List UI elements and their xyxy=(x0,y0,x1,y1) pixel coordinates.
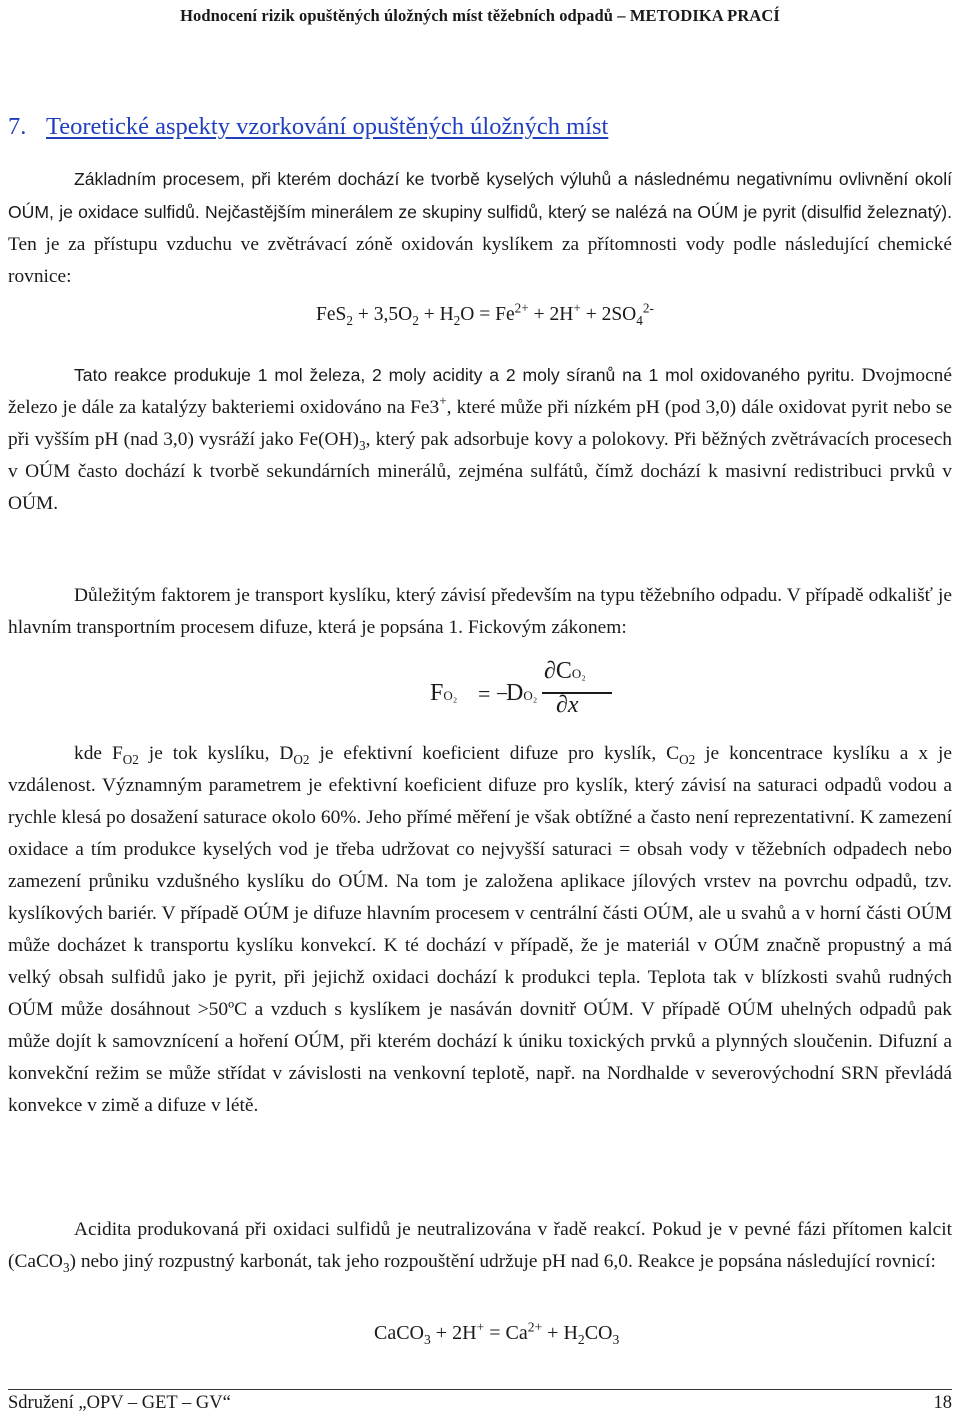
paragraph-reaction-products: Tato reakce produkuje 1 mol železa, 2 moly acidity a 2 moly síranů na 1 mol oxidovaného pyritu. Dvojmocné železo je dále za katalýzy bakteriemi oxidováno na Fe3+, které může při nízkém pH (pod 3,0) dále oxidovat pyrit nebo se při vyšším pH (nad 3,0) vysráží jako $Fe(OH)_3$, který pak adsorbuje kovy a polokovy. Při běžných zvětrávacích procesech v OÚM často dochází k tvorbě sekundárních minerálů, zejména sulfátů, čímž dochází k masivní redistribuci prvků v OÚM. xyxy=(8,365,953,514)
paragraph-text: je koncentrace kyslíku a x je vzdálenost. Významným parametrem je efektivní koeficient difuze pro kyslík, který závisí na saturaci odpadů vodou a rychle klesá po dosažení saturace okolo 60%. Jeho přímé měření je však obtížné a často není reprezentativní. K zamezení oxidace a tím produkce kyselých vod je třeba udržovat co nejvyšší saturaci = obsah vody v těžebních odpadech nebo zamezení průniku vzdušného kyslíku do OÚM. Na tom je založena aplikace jílových vrstev na povrchu odpadů, tzv. kyslíkových bariér. V případě OÚM je difuze hlavním procesem v centrální části OÚM, ale u svahů a v horní části OÚM může docházet k transportu kyslíku konvekcí. K té dochází v případě, že je materiál v OÚM značně propustný a má velký obsah sulfidů jako je pyrit, při jejichž oxidaci dochází k produkci tepla. Teplota tak v blízkosti svahů rudných OÚM může dosáhnout >50ºC a vzduch s kyslíkem je nasáván dovnitř OÚM. V případě OÚM uhelných odpadů pak může dojít k samovznícení a hoření OÚM, při kterém dochází k úniku toxických prvků a plynných sloučenin. Difuzní a konvekční režim se může střídat v závislosti na venkovní teplotě, např. na Nordhalde v severovýchodní SRN převládá konvekce v zimě a difuze v létě. xyxy=(8,743,952,1116)
section-title: Teoretické aspekty vzorkování opuštěných úložných míst xyxy=(46,113,609,140)
paragraph-text: Tato reakce produkuje 1 mol železa, 2 moly acidity a 2 moly síranů na 1 mol oxidovaného pyritu. xyxy=(74,365,855,385)
paragraph-oxidation-intro xyxy=(8,163,952,293)
paragraph-text: Ten je za přístupu vzduchu ve zvětrávací zóně oxidován kyslíkem za přítomnosti vody podle následující chemické rovnice: xyxy=(8,234,952,287)
section-number: 7. xyxy=(8,113,27,140)
section-heading xyxy=(8,113,954,141)
paragraph-text: Dvojmocné železo je dále za katalýzy bakteriemi oxidováno na Fe3 xyxy=(8,365,952,418)
paragraph-acidity-neutralization: Acidita produkovaná při oxidaci sulfidů je neutralizována v řadě reakcí. Pokud je v pevné fázi přítomen kalcit (CaCO$_3$) nebo jiný rozpustný karbonát, tak jeho rozpouštění udržuje pH nad 6,0. Reakce je popsána následující rovnicí: xyxy=(8,1219,952,1275)
fick-law-equation: FO₂ = − DO₂ ∂CO₂ ∂x xyxy=(420,658,620,728)
paragraph-oxygen-transport xyxy=(8,580,952,644)
footer-divider xyxy=(8,1389,952,1390)
paragraph-text: ) nebo jiný rozpustný karbonát, tak jeho rozpouštění udržuje pH nad 6,0. Reakce je popsána následující rovnicí: xyxy=(69,1251,936,1272)
footer-organization: Sdružení „OPV – GET – GV“ xyxy=(8,1393,231,1413)
page-header: Hodnocení rizik opuštěných úložných míst těžebních odpadů – METODIKA PRACÍ xyxy=(180,6,780,25)
paragraph-text: Základním procesem, při kterém dochází ke tvorbě kyselých výluhů a následnému negativnímu ovlivnění okolí OÚM, je oxidace sulfidů. Nejčastějším minerálem ze skupiny sulfidů, který se nalézá na OÚM je pyrit (disulfid železnatý). xyxy=(8,169,952,222)
equation-pyrite-oxidation: $FeS_2 + 3,5O_2 + H_2O = Fe^{2+} + 2H^+ + 2SO_4^{2-}$ xyxy=(316,300,654,328)
paragraph-diffusion-convection: kde $F_{O2}$ je tok kyslíku, $D_{O2}$ je efektivní koeficient difuze pro kyslík, $C_{O2}$ je koncentrace kyslíku a x je vzdálenost. Významným parametrem je efektivní koeficient difuze pro kyslík, který závisí na saturaci odpadů vodou a rychle klesá po dosažení saturace okolo 60%. Jeho přímé měření je však obtížné a často není reprezentativní. K zamezení oxidace a tím produkce kyselých vod je třeba udržovat co nejvyšší saturaci = obsah vody v těžebních odpadech nebo zamezení průniku vzdušného kyslíku do OÚM. Na tom je založena aplikace jílových vrstev na povrchu odpadů, tzv. kyslíkových bariér. V případě OÚM je difuze hlavním procesem v centrální části OÚM, ale u svahů a v horní části OÚM může docházet k transportu kyslíku konvekcí. K té dochází v případě, že je materiál v OÚM značně propustný a má velký obsah sulfidů jako je pyrit, při jejichž oxidaci dochází k produkci tepla. Teplota tak v blízkosti svahů rudných OÚM může dosáhnout >50ºC a vzduch s kyslíkem je nasáván dovnitř OÚM. V případě OÚM uhelných odpadů pak může dojít k samovznícení a hoření OÚM, při kterém dochází k úniku toxických prvků a plynných sloučenin. Difuzní a konvekční režim se může střídat v závislosti na venkovní teplotě, např. na Nordhalde v severovýchodní SRN převládá konvekce v zimě a difuze v létě. xyxy=(8,743,952,1116)
page-number: 18 xyxy=(933,1393,952,1413)
paragraph-text: Důležitým faktorem je transport kyslíku, který závisí především na typu těžebního odpadu. V případě odkališť je hlavním transportním procesem difuze, která je popsána 1. Fickovým zákonem: xyxy=(8,585,952,638)
equation-calcite-dissolution: CaCO$_3$ + $2H^+ = Ca^{2+} + H_2CO_3$ xyxy=(374,1319,620,1347)
